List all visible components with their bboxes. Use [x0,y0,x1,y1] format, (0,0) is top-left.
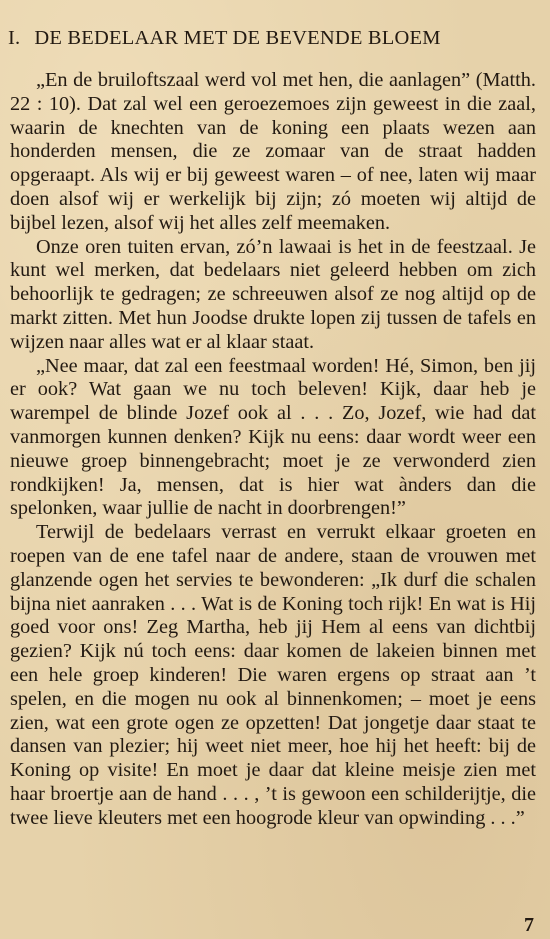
paragraph-3: „Nee maar, dat zal een feestmaal worden! Hé, Simon, ben jij er ook? Wat gaan we nu toch beleven! Kijk, daar heb je warempel de blinde Jozef ook al . . . Zo, Jozef, wie had dat vanmorgen kunnen denken? Kijk nu eens: daar wordt weer een nieuwe groep binnengebracht; moet je ze verwonderd zien rondkijken! Ja, mensen, dat is hier wat ànders dan die spelonken, waar jullie de nacht in doorbrengen!” [10,354,536,520]
chapter-title [8,27,538,50]
paragraph-1: „En de bruiloftszaal werd vol met hen, die aanlagen” (Matth. 22 : 10). Dat zal wel een geroezemoes zijn geweest in die zaal, waarin de knechten van de koning een plaats wezen aan honderden mensen, die ze zomaar van de straat hadden opgeraapt. Als wij er bij geweest waren – of nee, laten wij maar doen alsof wij er werkelijk bij zijn; zó moeten wij altijd de bijbel lezen, alsof wij het alles zelf meemaken. [10,69,536,234]
page-number: 7 [524,914,534,936]
body-text [10,69,536,831]
chapter-number: I. [8,27,21,49]
chapter-title-text: DE BEDELAAR MET DE BEVENDE BLOEM [34,27,441,49]
paragraph-2: Onze oren tuiten ervan, zó’n lawaai is het in de feestzaal. Je kunt wel merken, dat bedelaars niet geleerd hebben om zich behoorlijk te gedragen; ze schreeuwen alsof ze nog altijd op de markt zitten. Met hun Joodse drukte lopen zij tussen de tafels en wijzen naar alles wat er al klaar staat. [10,235,536,353]
paragraph-4: Terwijl de bedelaars verrast en verrukt elkaar groeten en roepen van de ene tafel naar de andere, staan de vrouwen met glanzende ogen het servies te bewonderen: „Ik durf die schalen bijna niet aanraken . . . Wat is de Koning toch rijk! En wat is Hij goed voor ons! Zeg Martha, heb jij Hem al eens van dichtbij gezien? Kijk nú toch eens: daar komen de lakeien binnen met een hele groep kinderen! Die waren ergens op straat aan ’t spelen, en die mogen nu ook al binnenkomen; – moet je eens zien, wat een grote ogen ze opzetten! Dat jongetje daar staat te dansen van plezier; hij weet niet meer, hoe hij het heeft: bij de Koning op visite! En moet je daar dat kleine meisje zien met haar broertje aan de hand . . . , ’t is gewoon een schilderijtje, die twee lieve kleuters met een hoogrode kleur van opwinding . . .” [10,521,536,829]
